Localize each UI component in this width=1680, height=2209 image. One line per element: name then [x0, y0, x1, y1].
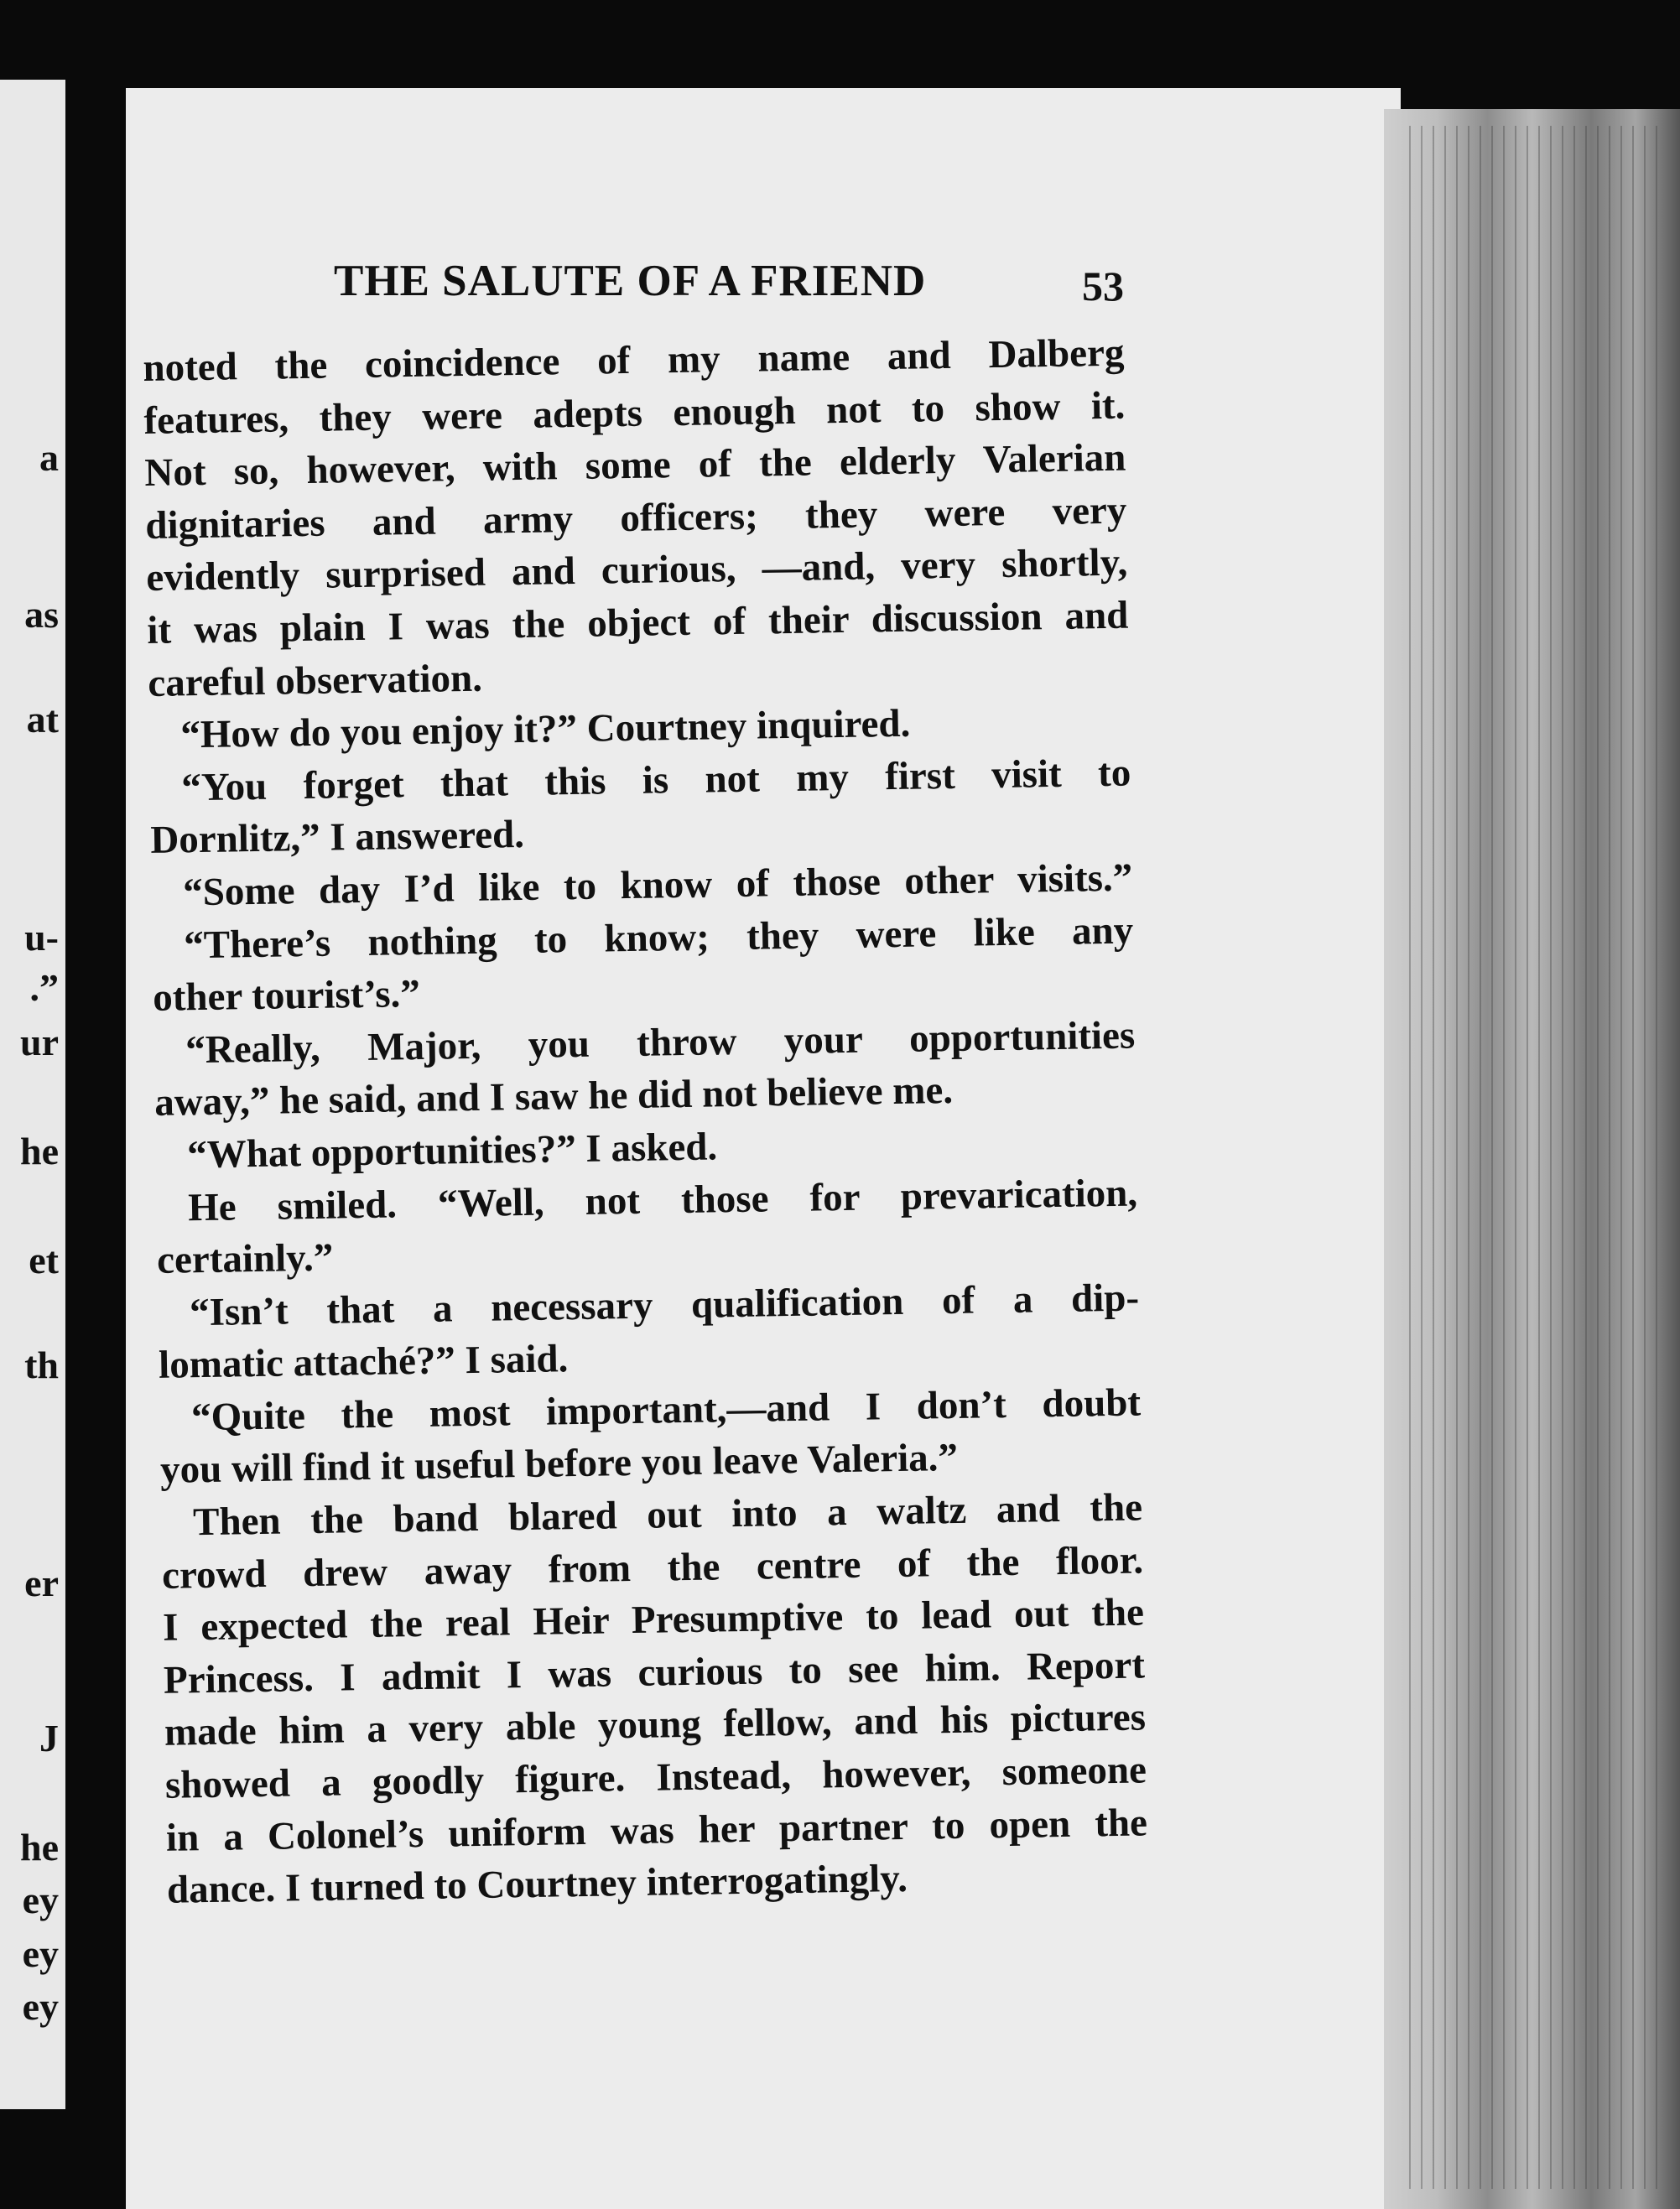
facing-page-fragment: ur [20, 1021, 59, 1063]
text-line: Then the band blared out into a waltz and the [192, 1485, 1143, 1545]
facing-page-fragment: he [20, 1826, 59, 1869]
facing-page-fragment: ey [22, 1985, 59, 2028]
facing-page-fragment: a [39, 436, 59, 479]
facing-page-strip [0, 80, 65, 2109]
text-line: “How do you enjoy it?” Courtney inquired. [179, 701, 911, 757]
facing-page-fragment: as [24, 593, 59, 636]
text-line: He smiled. “Well, not those for prevarication, [187, 1170, 1138, 1229]
text-line: made him a very able young fellow, and his pictures [164, 1695, 1147, 1755]
text-line: away,” he said, and I saw he did not believe me. [153, 1068, 954, 1125]
page-edge-texture [1409, 126, 1661, 2189]
running-head: THE SALUTE OF A FRIEND [334, 257, 927, 305]
page-number: 53 [1082, 262, 1124, 309]
facing-page-fragment: J [39, 1717, 59, 1759]
text-line: “Isn’t that a necessary qualification of a dip- [189, 1276, 1140, 1334]
text-line: lomatic attaché?” I said. [158, 1337, 569, 1388]
text-line: dance. I turned to Courtney interrogatingly. [166, 1857, 908, 1912]
facing-page-fragment: er [24, 1562, 59, 1604]
text-line: it was plain I was the object of their discussion and [146, 593, 1129, 652]
text-line: crowd drew away from the centre of the floor. [161, 1538, 1144, 1598]
text-line: dignitaries and army officers; they were very [145, 488, 1127, 548]
text-line: “Really, Major, you throw your opportunities [185, 1013, 1136, 1073]
body-text [143, 327, 1148, 1917]
facing-page-fragment: et [29, 1239, 59, 1281]
facing-page-fragment: u- [24, 916, 59, 959]
text-line: Princess. I admit I was curious to see him. Report [163, 1643, 1146, 1702]
text-line: I expected the real Heir Presumptive to lead out the [162, 1590, 1145, 1650]
text-line: showed a goodly figure. Instead, however, someone [164, 1748, 1147, 1807]
facing-page-fragment: at [26, 698, 59, 741]
text-line: “There’s nothing to know; they were like any [183, 908, 1134, 967]
text-line: certainly.” [156, 1235, 334, 1282]
text-line: “You forget that this is not my first visit to [180, 751, 1131, 810]
text-line: features, they were adepts enough not to show it. [143, 383, 1126, 443]
facing-page-fragment: he [20, 1130, 59, 1172]
facing-page-fragment: .” [29, 966, 59, 1009]
text-line: “Some day I’d like to know of those other visits.” [182, 855, 1133, 915]
text-line: you will find it useful before you leave Valeria.” [159, 1436, 959, 1493]
facing-page-fragment: ey [22, 1879, 59, 1921]
facing-page-fragment: th [24, 1344, 59, 1386]
text-line: “Quite the most important,—and I don’t doubt [190, 1380, 1142, 1440]
text-line: Not so, however, with some of the elderly Valerian [144, 435, 1126, 496]
text-line: “What opportunities?” I asked. [186, 1125, 718, 1177]
text-line: Dornlitz,” I answered. [149, 813, 525, 863]
text-line: other tourist’s.” [152, 972, 421, 1021]
facing-page-fragment: ey [22, 1932, 59, 1975]
text-line: careful observation. [147, 656, 483, 705]
text-line: in a Colonel’s uniform was her partner to open the [165, 1801, 1148, 1860]
text-line: noted the coincidence of my name and Dalberg [143, 330, 1125, 390]
text-line: evidently surprised and curious, —and, very shortly, [146, 540, 1128, 600]
